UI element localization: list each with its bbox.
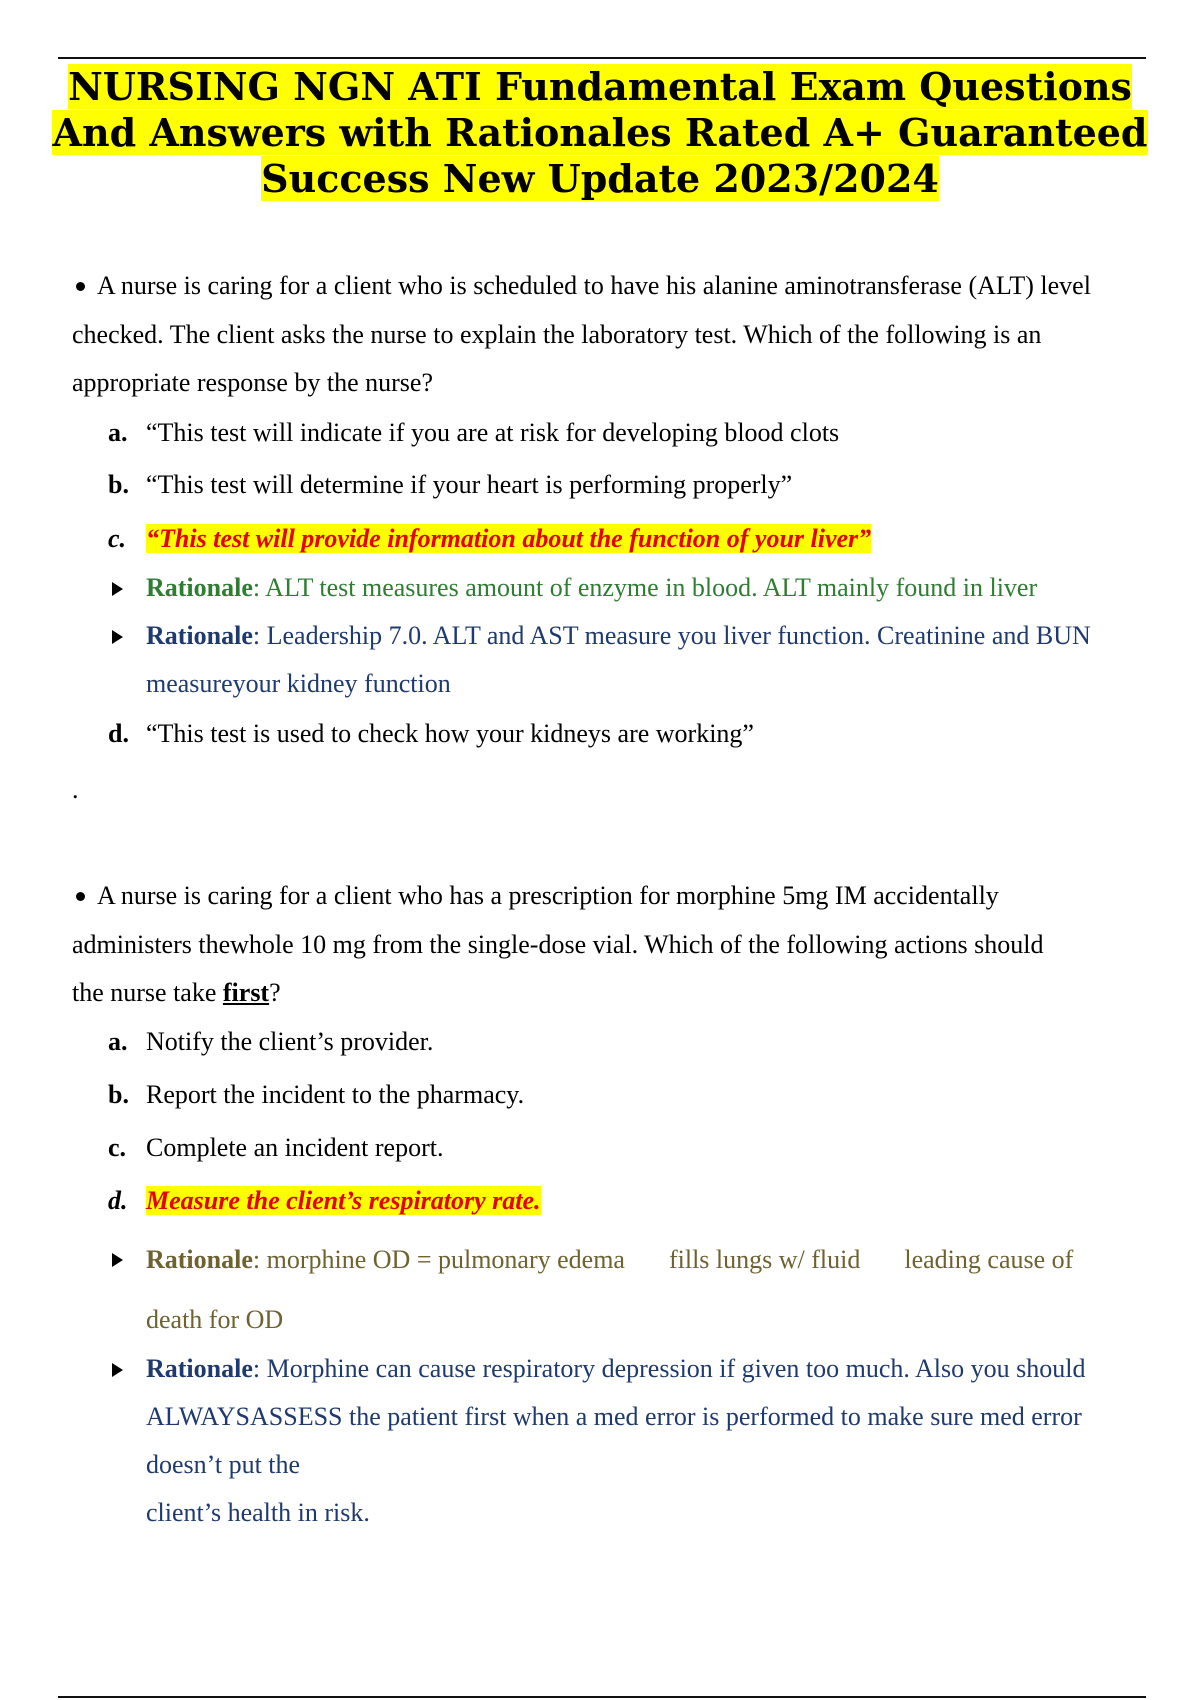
q2-option-d-correct: d. Measure the client’s respiratory rate.	[108, 1186, 541, 1215]
question-1-stem: A nurse is caring for a client who is scheduled to have his alanine aminotransferase (ALT) level checked. The client asks the nurse to explain the laboratory test. Which of the following is an appropriate response by the nurse?	[72, 271, 1091, 397]
separator-dot: .	[72, 775, 79, 804]
arrow-bullet-icon	[112, 582, 123, 596]
q1-option-c-correct: c. “This test will provide information about the function of your liver”	[108, 524, 872, 553]
q2-option-b: b. Report the incident to the pharmacy.	[108, 1080, 525, 1109]
q2-option-c: c. Complete an incident report.	[108, 1133, 444, 1162]
q1-option-b: b. “This test will determine if your heart is performing properly”	[108, 470, 793, 499]
bullet-icon	[76, 282, 85, 291]
arrow-bullet-icon	[112, 1253, 123, 1267]
question-2-stem: A nurse is caring for a client who has a prescription for morphine 5mg IM accidentally administers thewhole 10 mg from the single-dose vial. Which of the following actions should the nurse take first?	[72, 881, 1044, 1007]
q2-option-a: a. Notify the client’s provider.	[108, 1027, 434, 1056]
q1-rationale-2: Rationale: Leadership 7.0. ALT and AST measure you liver function. Creatinine and BUN measureyour kidney function	[108, 612, 1148, 708]
top-rule	[58, 57, 1146, 59]
document-title: NURSING NGN ATI Fundamental Exam Questions And Answers with Rationales Rated A+ Guaranteed Success New Update 2023/2024	[52, 64, 1148, 201]
arrow-bullet-icon	[112, 630, 123, 644]
q1-option-d: d. “This test is used to check how your kidneys are working”	[108, 719, 754, 748]
q2-rationale-1: Rationale: morphine OD = pulmonary edema fills lungs w/ fluid leading cause of death for OD	[108, 1230, 1148, 1350]
q1-option-a: a. “This test will indicate if you are at risk for developing blood clots	[108, 418, 840, 447]
q1-rationale-1: Rationale: ALT test measures amount of enzyme in blood. ALT mainly found in liver	[108, 564, 1148, 612]
q2-rationale-2: Rationale: Morphine can cause respiratory depression if given too much. Also you should ALWAYSASSESS the patient first when a med error is performed to make sure med error doesn’t put the client’s health in risk.	[108, 1345, 1148, 1537]
arrow-bullet-icon	[112, 1363, 123, 1377]
bottom-rule	[58, 1696, 1146, 1698]
bullet-icon	[76, 892, 85, 901]
